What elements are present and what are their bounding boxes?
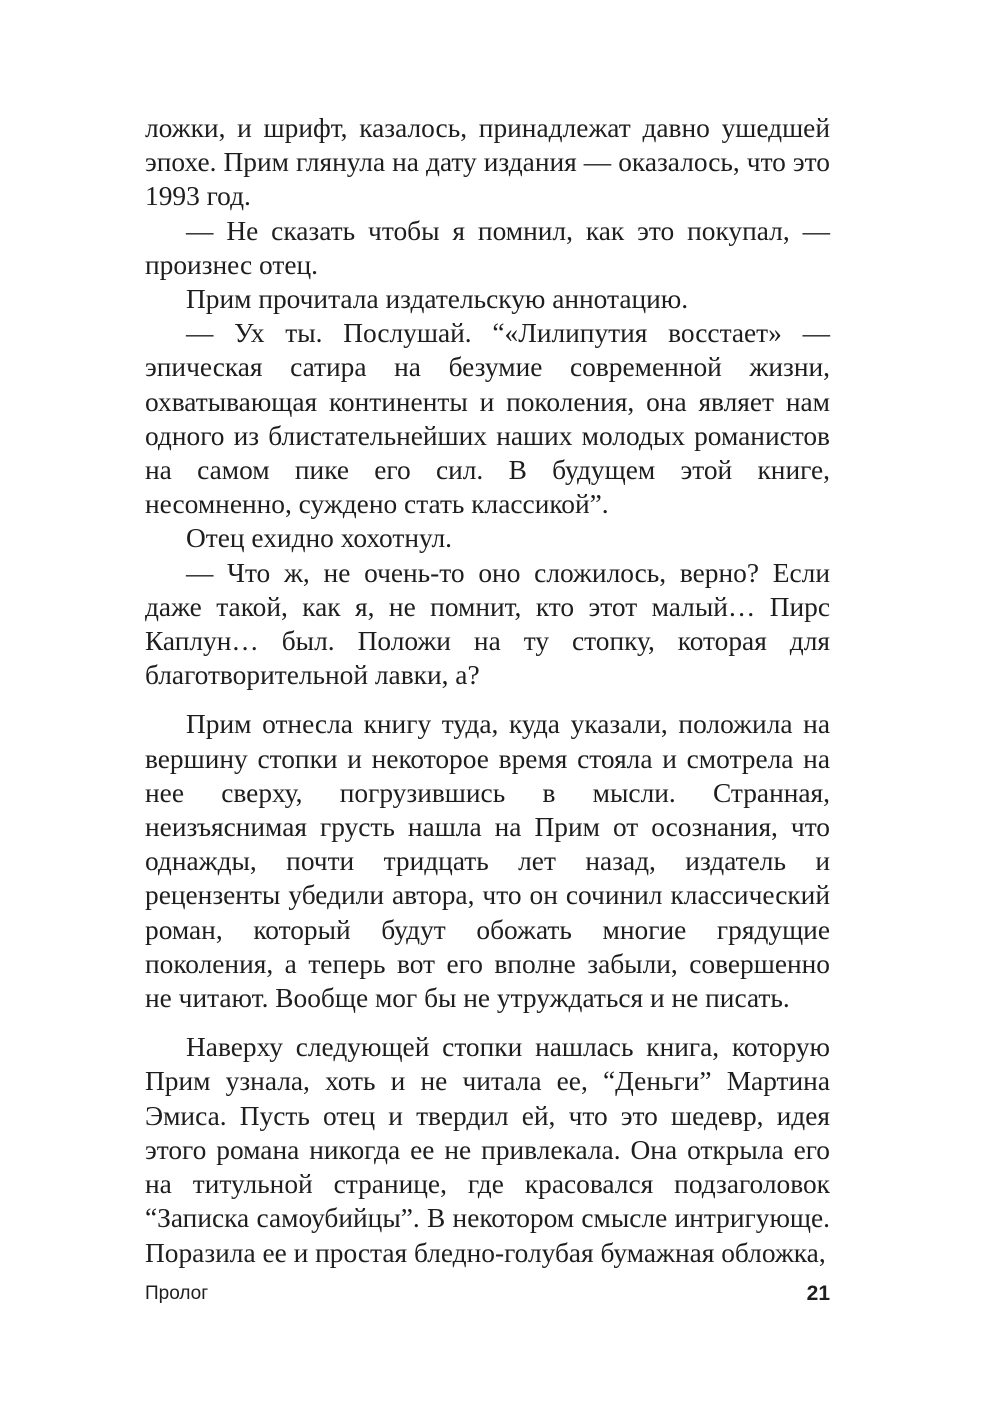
paragraph-sadness: Прим отнесла книгу туда, куда указали, положила на вершину стопки и некоторое время стояла и смотрела на нее сверху, погрузившись в мысли. Странная, неизъяснимая грусть нашла на Прим от осознания, что однажды, почти тридцать лет назад, издатель и рецензенты убедили автора, что он сочинил классический роман, который будут обожать многие грядущие поколения, а теперь вот его вполне забыли, совершенно не читают. Вообще мог бы не утруждаться и не писать. — [145, 709, 830, 1014]
paragraph-dialogue-father: — Не сказать чтобы я помнил, как это покупал, — произнес отец. — [145, 215, 830, 280]
paragraph-annotation-intro: Прим прочитала издательскую аннотацию. — [186, 284, 689, 315]
paragraph-continuation: ложки, и шрифт, казалось, принадлежат давно ушедшей эпохе. Прим глянула на дату издания — оказалось, что это 1993 год. — [145, 113, 830, 212]
paragraph-father-laugh: Отец ехидно хохотнул. — [186, 523, 452, 554]
page-footer — [145, 1283, 830, 1313]
running-head: Пролог — [145, 1283, 209, 1304]
body-text — [145, 111, 830, 1270]
paragraph-annotation-quote: — Ух ты. Послушай. “«Лилипутия восстает» — эпическая сатира на безумие современной жизни, охватывающая континенты и поколения, она являет нам одного из блистательнейших наших молодых романистов на самом пике его сил. В будущем этой книге, несомненно, суждено стать классикой”. — [145, 318, 830, 520]
page-number: 21 — [806, 1282, 830, 1305]
paragraph-father-reply: — Что ж, не очень-то оно сложилось, верно? Если даже такой, как я, не помнит, кто этот малый… Пирс Каплун… был. Положи на ту стопку, которая для благотворительной лавки, а? — [145, 557, 830, 691]
paragraph-money-book: Наверху следующей стопки нашлась книга, которую Прим узнала, хоть и не читала ее, “Деньги” Мартина Эмиса. Пусть отец и твердил ей, что это шедевр, идея этого романа никогда ее не привлекала. Она открыла его на титульной странице, где красовался подзаголовок “Записка самоубийцы”. В некотором смысле интригующе. Поразила ее и простая бледно-голубая бумажная обложка, — [145, 1032, 830, 1268]
